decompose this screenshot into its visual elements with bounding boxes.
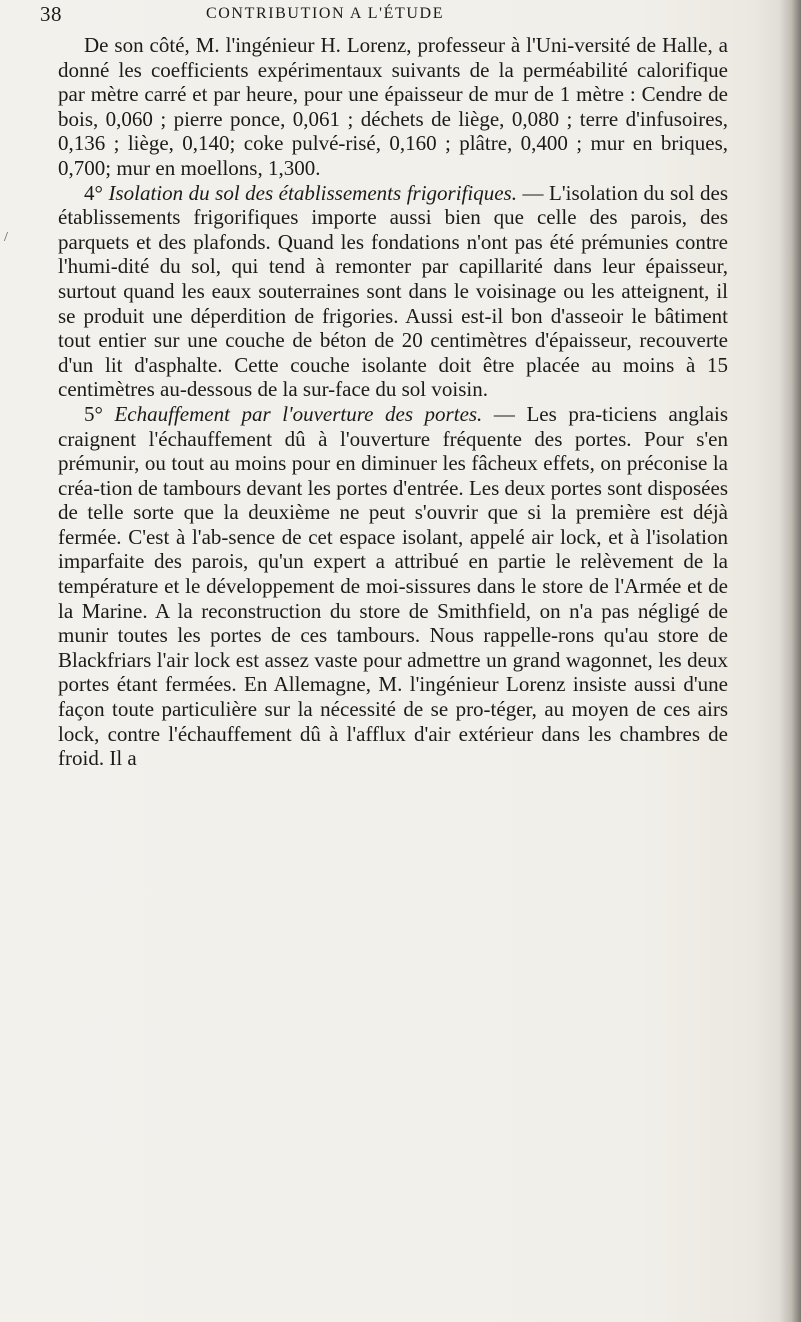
- paragraph-text: — Les pra-ticiens anglais craignent l'échauffement dû à l'ouverture fréquente des portes. Pour s'en prémunir, ou tout au moins pour en diminuer les fâcheux effets, on préconise la créa-tion de tambours devant les portes d'entrée. Les deux portes sont disposées de telle sorte que la deuxième ne peut s'ouvrir que si la première est déjà fermée. C'est à l'ab-sence de cet espace isolant, appelé air lock, et à l'isolation imparfaite des parois, qu'un expert a attribué en partie le relèvement de la température et le développement de moi-sissures dans le store de l'Armée et de la Marine. A la reconstruction du store de Smithfield, on n'a pas négligé de munir toutes les portes de ces tambours. Nous rappelle-rons qu'au store de Blackfriars l'air lock est assez vaste pour admettre un grand wagonnet, les deux portes étant fermées. En Allemagne, M. l'ingénieur Lorenz insiste aussi d'une façon toute particulière sur la nécessité de se pro-téger, au moyen de ces airs lock, contre l'échauffement dû à l'afflux d'air extérieur dans les chambres de froid. Il a: [58, 401, 729, 771]
- body-text: [58, 33, 728, 771]
- page-header: [40, 2, 740, 32]
- page-spine-shadow: [779, 0, 801, 1322]
- paragraph-text: — L'isolation du sol des établissements frigorifiques importe aussi bien que celle des parois, des parquets et des plafonds. Quand les fondations n'ont pas été prémunies contre l'humi-dité du sol, qui tend à remonter par capillarité dans leur épaisseur, surtout quand les eaux souterraines sont dans le voisinage ou les atteignent, il se produit une déperdition de frigories. Aussi est-il bon d'asseoir le bâtiment tout entier sur une couche de béton de 20 centimètres d'épaisseur, recouverte d'un lit d'asphalte. Cette couche isolante doit être placée au moins à 15 centimètres au-dessous de la sur-face du sol voisin.: [58, 180, 729, 402]
- running-title: CONTRIBUTION A L'ÉTUDE: [206, 5, 445, 22]
- section-number: 5°: [84, 401, 103, 426]
- section-heading: Echauffement par l'ouverture des portes.: [114, 401, 483, 426]
- section-number: 4°: [84, 180, 103, 205]
- paragraph-lorenz-coefficients: [58, 33, 728, 181]
- paragraph-text: De son côté, M. l'ingénieur H. Lorenz, professeur à l'Uni-versité de Halle, a donné les coefficients expérimentaux suivants de la perméabilité calorifique par mètre carré et par heure, pour une épaisseur de mur de 1 mètre : Cendre de bois, 0,060 ; pierre ponce, 0,061 ; déchets de liège, 0,080 ; terre d'infusoires, 0,136 ; liège, 0,140; coke pulvé-risé, 0,160 ; plâtre, 0,400 ; mur en briques, 0,700; mur en moellons, 1,300.: [58, 33, 728, 180]
- paragraph-door-heating: [58, 402, 728, 771]
- margin-mark: /: [4, 230, 8, 245]
- section-heading: Isolation du sol des établissements frigorifiques.: [108, 180, 517, 205]
- page-number: 38: [40, 2, 62, 26]
- paragraph-ground-insulation: [58, 181, 728, 402]
